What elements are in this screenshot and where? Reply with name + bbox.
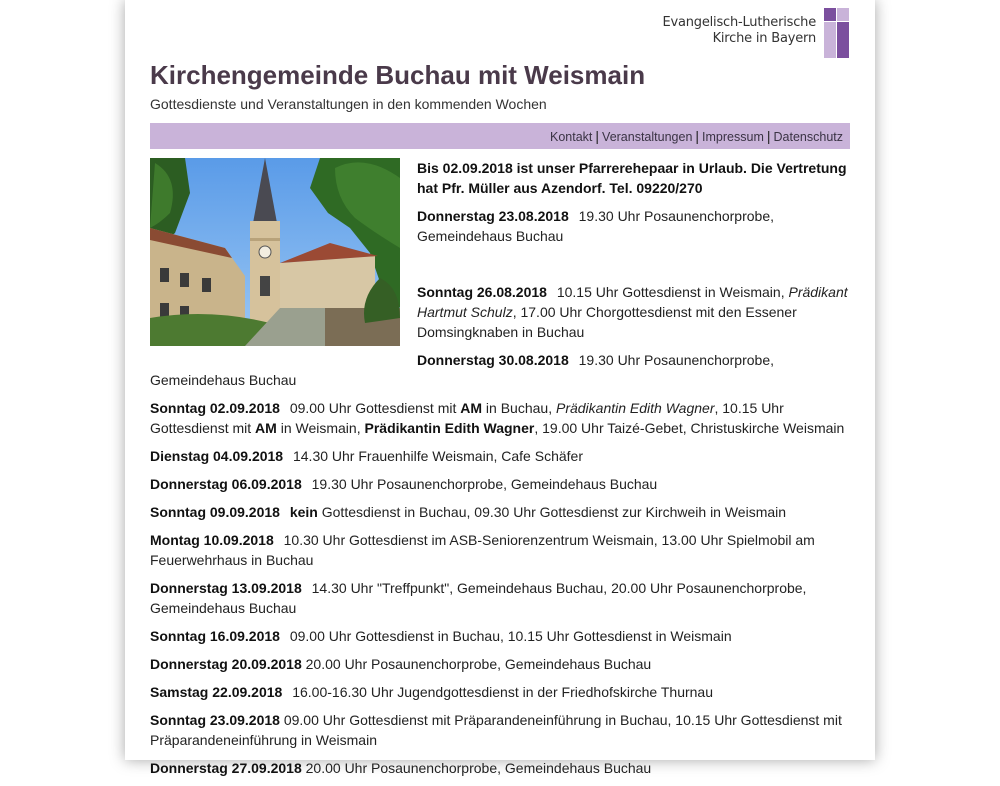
nav-link-datenschutz[interactable]: Datenschutz [773,130,843,144]
event-text: 10.30 Uhr Gottesdienst im ASB-Seniorenzentrum Weismain, 13.00 Uhr Spielmobil am Feuerwehrhaus in Buchau [150,532,815,568]
event-date: Donnerstag 27.09.2018 [150,760,302,776]
event-date: Donnerstag 23.08.2018 [417,208,569,224]
event-date: Sonntag 16.09.2018 [150,628,280,644]
event-text: 16.00-16.30 Uhr Jugendgottesdienst in der Friedhofskirche Thurnau [292,684,713,700]
event-item [150,446,850,466]
page-title: Kirchengemeinde Buchau mit Weismain [150,60,646,90]
nav-bar [150,123,850,149]
event-text: 14.30 Uhr Frauenhilfe Weismain, Cafe Schäfer [292,448,583,464]
event-text: 14.30 Uhr "Treffpunkt", Gemeindehaus Buchau, 20.00 Uhr Posaunenchorprobe, Gemeindehaus Buchau [150,580,807,616]
event-item [150,626,850,646]
event-date: Donnerstag 13.09.2018 [150,580,302,596]
logo-mark-icon [824,8,850,59]
event-date: Montag 10.09.2018 [150,532,274,548]
nav-separator: | [695,128,700,144]
event-date: Samstag 22.09.2018 [150,684,283,700]
nav-separator: | [766,128,771,144]
event-item [150,474,850,494]
vacation-notice: Bis 02.09.2018 ist unser Pfarrerehepaar in Urlaub. Die Vertretung hat Pfr. Müller aus Azendorf. Tel. 09220/270 [417,160,847,196]
page-subtitle: Gottesdienste und Veranstaltungen in den kommenden Wochen [150,96,547,112]
nav-link-impressum[interactable]: Impressum [702,130,764,144]
nav-separator: | [595,128,600,144]
event-date: Dienstag 04.09.2018 [150,448,284,464]
logo-text-line1: Evangelisch-Lutherische [662,15,816,30]
event-date: Sonntag 02.09.2018 [150,400,280,416]
event-text: 19.30 Uhr Posaunenchorprobe, Gemeindehaus Buchau [311,476,658,492]
event-item [150,530,850,570]
logo-text [662,15,816,47]
event-text: 09.00 Uhr Gottesdienst mit Präparandeneinführung in Buchau, 10.15 Uhr Gottesdienst mit Präparandeneinführung in Weismain [150,712,842,748]
event-item [150,758,850,778]
event-text: 20.00 Uhr Posaunenchorprobe, Gemeindehaus Buchau [305,760,652,776]
event-item: Sonntag 09.09.2018 kein Gottesdienst in Buchau, 09.30 Uhr Gottesdienst zur Kirchweih in Weismain [150,504,787,520]
elkb-logo[interactable] [662,8,850,59]
event-date: Sonntag 26.08.2018 [417,284,547,300]
church-tower-photo [150,158,400,346]
event-date: Donnerstag 06.09.2018 [150,476,302,492]
logo-text-line2: Kirche in Bayern [712,31,816,46]
event-item [150,350,850,390]
event-date: Donnerstag 20.09.2018 [150,656,302,672]
event-item: Sonntag 02.09.2018 09.00 Uhr Gottesdienst mit AM in Buchau, Prädikantin Edith Wagner, 10.15 Uhr Gottesdienst mit AM in Weismain, Prädikantin Edith Wagner, 19.00 Uhr Taizé-Gebet, Christuskirche Weismain [150,400,845,436]
nav-link-kontakt[interactable]: Kontakt [550,130,593,144]
event-text: 20.00 Uhr Posaunenchorprobe, Gemeindehaus Buchau [305,656,652,672]
event-item [150,682,850,702]
event-text: 09.00 Uhr Gottesdienst in Buchau, 10.15 Uhr Gottesdienst in Weismain [289,628,732,644]
nav-link-veranstaltungen[interactable]: Veranstaltungen [602,130,693,144]
event-item: Sonntag 26.08.2018 10.15 Uhr Gottesdienst in Weismain, Prädikant Hartmut Schulz, 17.00 Uhr Chorgottesdienst mit den Essener Domsingknaben in Buchau [417,284,848,340]
main-content [150,158,850,786]
event-text: 19.30 Uhr Posaunenchorprobe, Gemeindehaus Buchau [150,352,774,388]
event-date: Donnerstag 30.08.2018 [417,352,569,368]
event-date: Sonntag 09.09.2018 [150,504,280,520]
page-container [125,0,875,776]
event-item [150,654,850,674]
event-text: 19.30 Uhr Posaunenchorprobe, Gemeindehaus Buchau [417,208,774,244]
event-item [150,578,850,618]
event-date: Sonntag 23.09.2018 [150,712,280,728]
event-item [150,710,850,750]
